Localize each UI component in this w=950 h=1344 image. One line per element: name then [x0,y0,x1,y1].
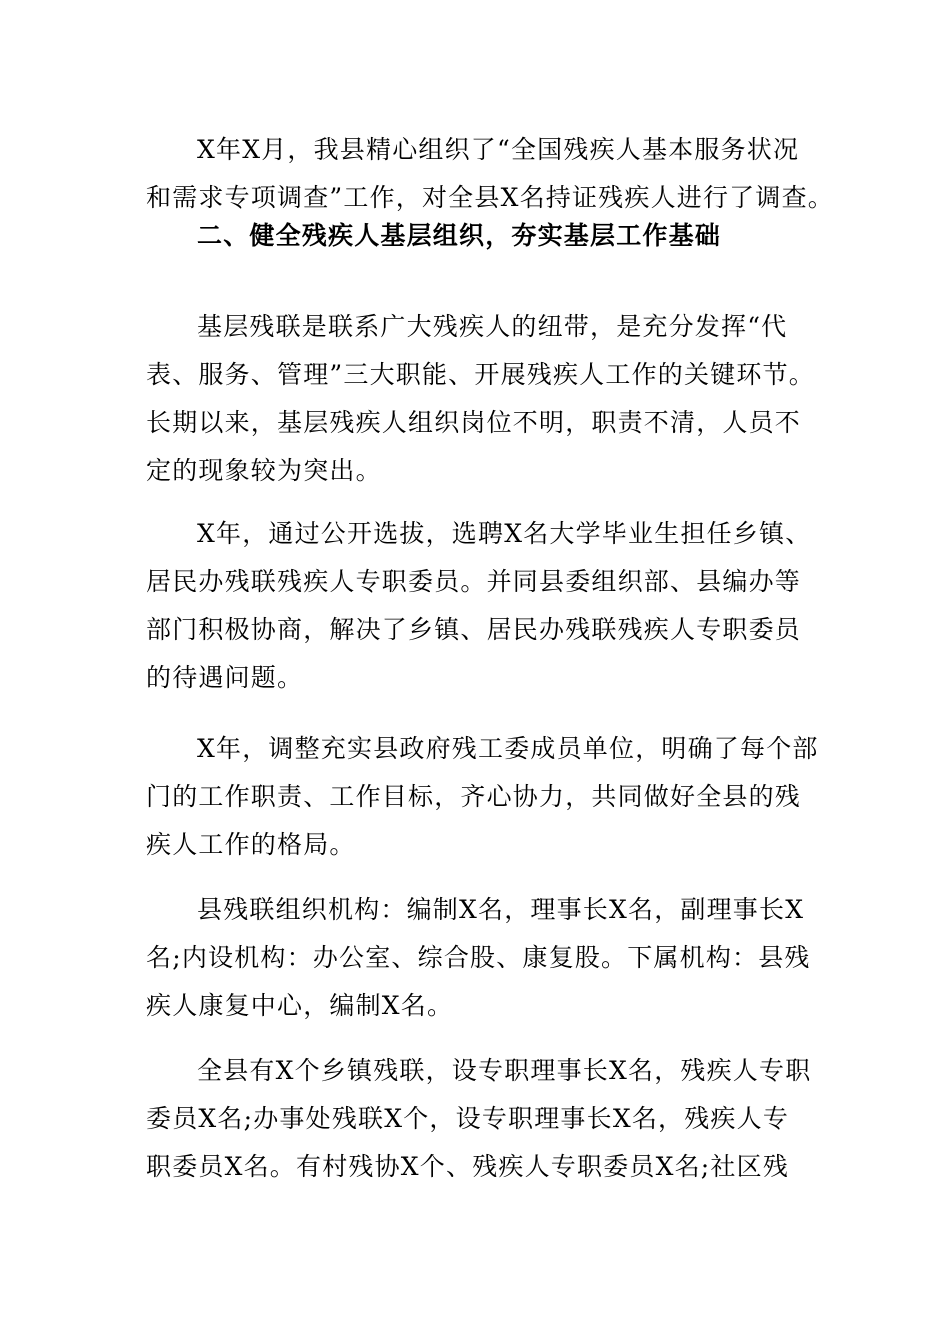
paragraph-4-line-1: X年，调整充实县政府残工委成员单位，明确了每个部 [197,734,819,763]
paragraph-3-line-1: X年，通过公开选拔，选聘X名大学毕业生担任乡镇、 [197,519,812,548]
paragraph-2-line-3: 长期以来，基层残疾人组织岗位不明，职责不清，人员不 [146,408,802,437]
paragraph-2-line-1: 基层残联是联系广大残疾人的纽带，是充分发挥“代 [197,312,788,341]
paragraph-6-line-3: 职委员X名。有村残协X个、残疾人专职委员X名;社区残 [146,1152,790,1181]
paragraph-2-line-2: 表、服务、管理”三大职能、开展残疾人工作的关键环节。 [146,360,815,389]
paragraph-5-line-3: 疾人康复中心，编制X名。 [146,991,454,1020]
paragraph-1-line-1: X年X月，我县精心组织了“全国残疾人基本服务状况 [197,135,800,164]
paragraph-3-line-4: 的待遇问题。 [146,663,304,692]
paragraph-4-line-3: 疾人工作的格局。 [146,830,356,859]
section-heading: 二、健全残疾人基层组织，夯实基层工作基础 [197,221,722,250]
paragraph-6-line-2: 委员X名;办事处残联X个，设专职理事长X名，残疾人专 [146,1104,790,1133]
paragraph-5-line-2: 名;内设机构：办公室、综合股、康复股。下属机构：县残 [146,943,811,972]
paragraph-2-line-4: 定的现象较为突出。 [146,456,382,485]
paragraph-4-line-2: 门的工作职责、工作目标，齐心协力，共同做好全县的残 [146,782,802,811]
paragraph-3-line-2: 居民办残联残疾人专职委员。并同县委组织部、县编办等 [146,567,802,596]
paragraph-5-line-1: 县残联组织机构：编制X名，理事长X名，副理事长X [197,895,805,924]
paragraph-6-line-1: 全县有X个乡镇残联，设专职理事长X名，残疾人专职 [197,1056,812,1085]
paragraph-3-line-3: 部门积极协商，解决了乡镇、居民办残联残疾人专职委员 [146,615,802,644]
paragraph-1-line-2: 和需求专项调查”工作，对全县X名持证残疾人进行了调查。 [146,183,834,212]
